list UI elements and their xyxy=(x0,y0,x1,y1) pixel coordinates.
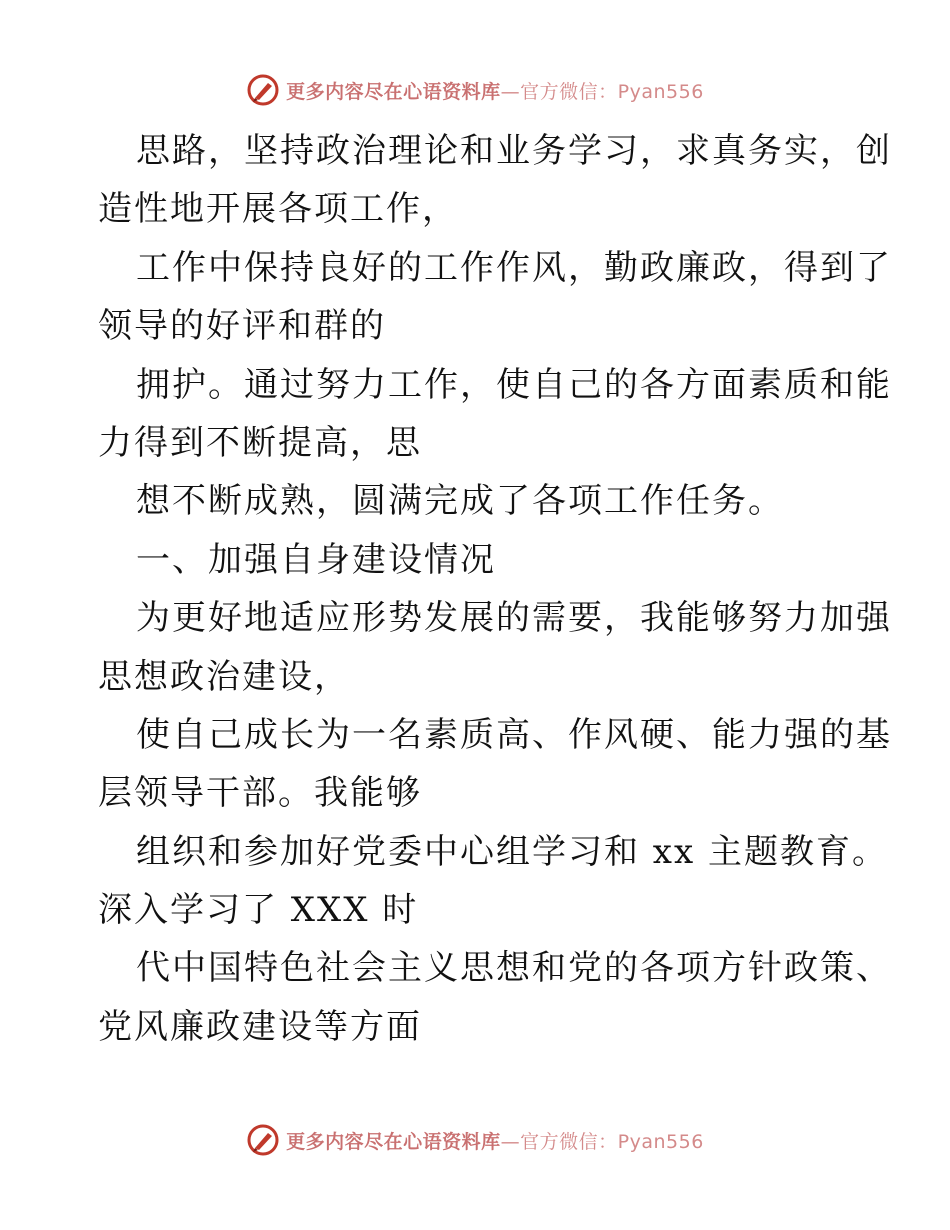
body-line-10: 思想政治建设， xyxy=(98,656,350,697)
pen-logo-icon xyxy=(246,73,280,107)
body-line-3: 工作中保持良好的工作作风，勤政廉政，得到了 xyxy=(136,247,892,288)
body-line-4: 领导的好评和群的 xyxy=(98,306,386,347)
body-line-14: 深入学习了 XXX 时 xyxy=(98,890,419,931)
header-banner xyxy=(0,70,950,110)
header-brand: 更多内容尽在心语资料库 xyxy=(286,80,501,103)
footer-banner-text xyxy=(286,1127,704,1154)
header-contact: 官方微信：Pyan556 xyxy=(520,80,704,103)
body-line-12: 层领导干部。我能够 xyxy=(98,773,422,814)
body-line-7: 想不断成熟，圆满完成了各项工作任务。 xyxy=(136,481,784,522)
body-line-5: 拥护。通过努力工作，使自己的各方面素质和能 xyxy=(136,364,892,405)
footer-separator: — xyxy=(500,1130,521,1153)
body-line-6: 力得到不断提高，思 xyxy=(98,422,422,463)
footer-brand: 更多内容尽在心语资料库 xyxy=(286,1130,501,1153)
body-line-16: 党风廉政建设等方面 xyxy=(98,1006,422,1047)
body-line-11: 使自己成长为一名素质高、作风硬、能力强的基 xyxy=(136,714,892,755)
section-heading: 一、加强自身建设情况 xyxy=(136,539,496,580)
footer-banner xyxy=(0,1120,950,1160)
header-separator: — xyxy=(500,80,521,103)
body-line-13: 组织和参加好党委中心组学习和 xx 主题教育。 xyxy=(136,831,888,872)
document-body xyxy=(98,122,892,1056)
header-banner-text xyxy=(286,77,704,104)
body-line-9: 为更好地适应形势发展的需要，我能够努力加强 xyxy=(136,598,892,639)
pen-logo-icon xyxy=(246,1123,280,1157)
body-line-2: 造性地开展各项工作， xyxy=(98,189,458,230)
body-line-15: 代中国特色社会主义思想和党的各项方针政策、 xyxy=(136,948,892,989)
body-line-1: 思路，坚持政治理论和业务学习，求真务实，创 xyxy=(136,131,892,171)
footer-contact: 官方微信：Pyan556 xyxy=(520,1130,704,1153)
